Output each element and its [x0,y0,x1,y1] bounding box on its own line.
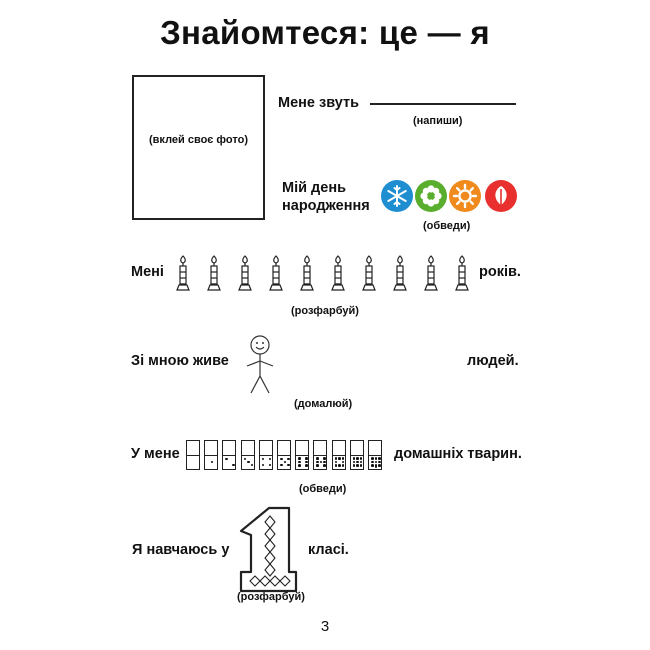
domino-pip [316,461,319,464]
domino-pip [360,461,363,464]
domino-pip [371,461,374,464]
domino-pip [269,458,272,461]
domino-pip [280,464,283,467]
page-title: Знайомтеся: це — я [160,14,490,51]
age-hint: (розфарбуй) [291,305,359,317]
domino-tile[interactable] [186,440,200,470]
domino-pip [280,458,283,461]
domino-tile[interactable] [241,440,255,470]
domino-pip [335,461,338,464]
domino-tile[interactable] [277,440,291,470]
domino-pip [342,457,345,460]
domino-tile[interactable] [259,440,273,470]
domino-pip [298,461,301,464]
domino-pip [225,458,228,461]
candle-icon[interactable] [425,256,437,290]
family-label-right: людей. [467,353,519,369]
domino-pip [356,457,359,460]
domino-pip [287,458,290,461]
domino-pip [284,461,287,464]
page-number: 3 [320,618,330,635]
photo-hint: (вклей своє фото) [149,134,248,146]
pets-hint: (обведи) [299,483,347,495]
birthday-label-line1: Мій день [282,180,346,196]
domino-pip [247,461,250,464]
domino-pip [305,461,308,464]
candle-icon[interactable] [239,256,251,290]
domino-pip [338,464,341,467]
domino-pip [320,461,323,464]
domino-tile[interactable] [368,440,382,470]
domino-pip [378,464,381,467]
domino-pip [323,464,326,467]
age-label-right: років. [479,264,521,280]
domino-pip [342,461,345,464]
age-label-left: Мені [131,264,164,280]
domino-pip [360,457,363,460]
candles-row [170,254,480,300]
candle-icon[interactable] [270,256,282,290]
domino-pip [262,458,265,461]
domino-pip [335,464,338,467]
domino-pip [323,461,326,464]
domino-pip [244,458,247,461]
domino-pip [211,461,214,464]
domino-pip [353,457,356,460]
domino-pip [316,457,319,460]
family-hint: (домалюй) [294,398,353,410]
candle-icon[interactable] [363,256,375,290]
domino-tile[interactable] [222,440,236,470]
name-write-line[interactable] [370,103,516,105]
family-label-left: Зі мною живе [131,353,229,369]
leaf-icon[interactable] [485,180,517,212]
grade-label-right: класі. [308,542,349,558]
birthday-label-line2: народження [282,198,370,214]
domino-pip [375,461,378,464]
domino-pip [353,464,356,467]
pets-label-left: У мене [131,446,180,462]
name-label: Мене звуть [278,95,360,111]
stick-figure-icon[interactable] [238,330,282,398]
domino-pip [378,457,381,460]
pets-label-right: домашніх тварин. [394,446,522,462]
domino-pip [356,464,359,467]
domino-pip [338,457,341,460]
domino-pip [316,464,319,467]
domino-pip [360,464,363,467]
flower-icon[interactable] [415,180,447,212]
name-hint: (напиши) [413,115,463,127]
domino-pip [378,461,381,464]
snowflake-icon[interactable] [381,180,413,212]
domino-pip [262,464,265,467]
domino-pip [251,464,254,467]
candle-icon[interactable] [456,256,468,290]
birthday-hint: (обведи) [423,220,471,232]
domino-tile[interactable] [313,440,327,470]
domino-tile[interactable] [350,440,364,470]
domino-tile[interactable] [332,440,346,470]
grade-label-left: Я навчаюсь у [132,542,230,558]
grade-hint: (розфарбуй) [237,591,305,603]
domino-pip [287,464,290,467]
photo-box[interactable] [132,75,265,220]
domino-pip [298,457,301,460]
candle-icon[interactable] [332,256,344,290]
domino-pip [371,464,374,467]
domino-pip [305,457,308,460]
domino-pip [232,464,235,467]
candle-icon[interactable] [208,256,220,290]
candle-icon[interactable] [394,256,406,290]
domino-tile[interactable] [295,440,309,470]
domino-pip [371,457,374,460]
candle-icon[interactable] [177,256,189,290]
number-one-icon[interactable] [234,503,300,595]
domino-pip [342,464,345,467]
domino-pip [305,464,308,467]
sun-icon[interactable] [449,180,481,212]
domino-pip [375,457,378,460]
candle-icon[interactable] [301,256,313,290]
domino-pip [269,464,272,467]
domino-pip [356,461,359,464]
domino-pip [353,461,356,464]
domino-pip [323,457,326,460]
domino-pip [298,464,301,467]
domino-pip [335,457,338,460]
domino-pip [375,466,378,469]
domino-tile[interactable] [204,440,218,470]
